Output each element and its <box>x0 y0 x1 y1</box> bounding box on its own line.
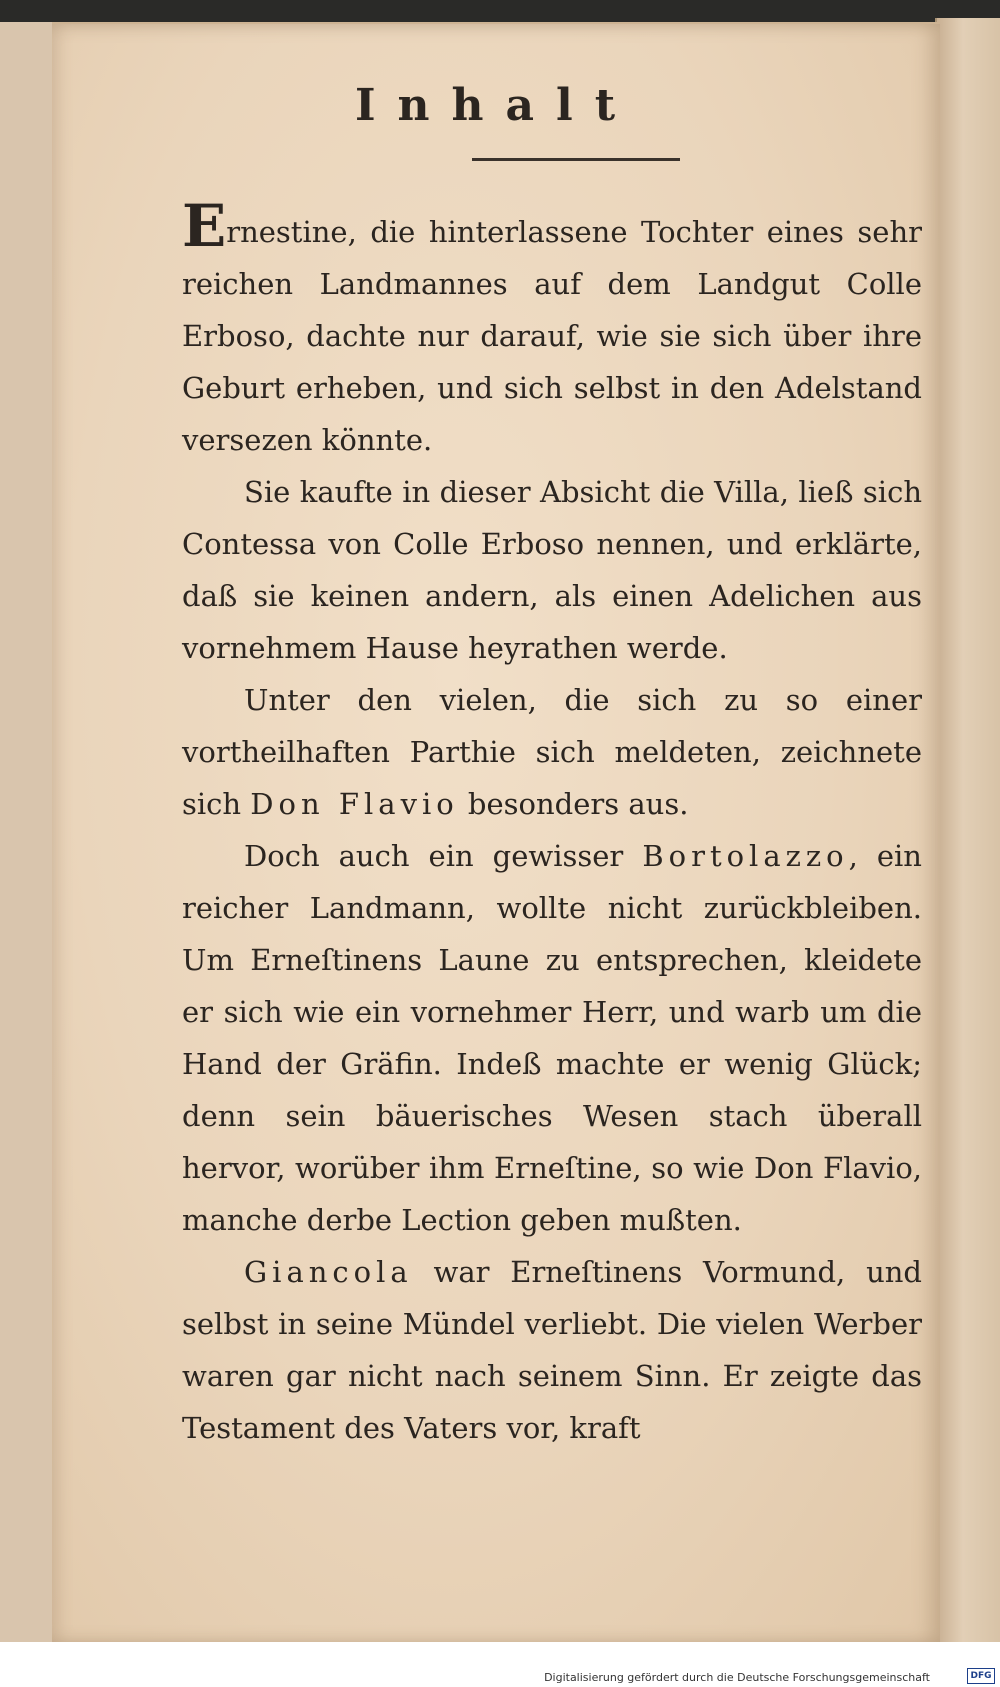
page-body <box>182 192 922 1454</box>
paragraph-text: Unter den vielen, die sich zu so einer vortheilhaften Parthie sich meldeten, zeichnete sich <box>182 683 922 821</box>
dfg-logo: DFG <box>967 1668 995 1684</box>
character-name: Bortolazzo <box>642 839 849 873</box>
paragraph-3 <box>182 674 922 830</box>
paragraph-text: war Erneſtinens Vormund, und selbst in seine Mündel verliebt. Die vielen Werber waren gar nicht nach seinem Sinn. Er zeigte das Testament des Vaters vor, kraft <box>182 1255 922 1445</box>
digitization-credit: Digitalisierung gefördert durch die Deutsche Forschungsgemeinschaft <box>544 1671 930 1684</box>
title-underline <box>472 158 680 161</box>
paragraph-2 <box>182 466 922 674</box>
paragraph-1 <box>182 192 922 466</box>
paragraph-text: , ein reicher Landmann, wollte nicht zurückbleiben. Um Erneſtinens Laune zu entsprechen, kleidete er sich wie ein vornehmer Herr, und warb um die Hand der Gräfin. Indeß machte er wenig Glück; denn sein bäuerisches Wesen stach überall hervor, worüber ihm Erneſtine, so wie Don Flavio, manche derbe Lection geben mußten. <box>182 839 922 1237</box>
paragraph-text: Sie kaufte in dieser Absicht die Villa, ließ sich Contessa von Colle Erboso nennen, und erklärte, daß sie keinen andern, als einen Adelichen aus vornehmem Hause heyrathen werde. <box>182 475 922 665</box>
paragraph-text: Doch auch ein gewisser <box>244 839 643 873</box>
drop-initial: E <box>182 192 227 260</box>
character-name: Giancola <box>244 1255 413 1289</box>
paragraph-text: besonders aus. <box>458 787 689 821</box>
page-title: Inhalt <box>354 80 638 131</box>
book-page-edge-right <box>935 18 1000 1648</box>
character-name: Don Flavio <box>250 787 459 821</box>
paragraph-5 <box>182 1246 922 1454</box>
book-page <box>52 22 940 1644</box>
scan-background-top <box>0 0 1000 22</box>
paragraph-text: rnestine, die hinterlassene Tochter eines sehr reichen Landmannes auf dem Landgut Colle Erboso, dachte nur darauf, wie sie sich über ihre Geburt erheben, und sich selbst in den Adelstand versezen könnte. <box>182 215 922 457</box>
paragraph-4 <box>182 830 922 1246</box>
